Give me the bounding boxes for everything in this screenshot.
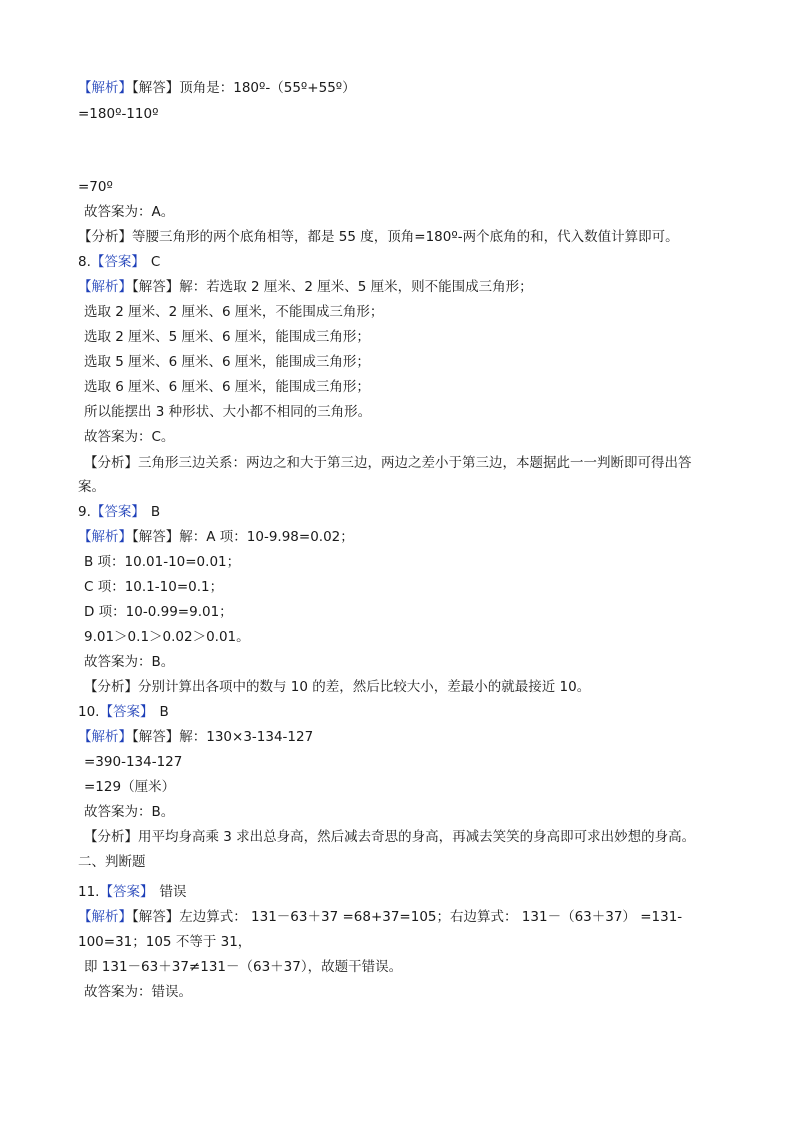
q8-answer-line xyxy=(78,252,160,272)
analysis-tag: 【 解析 】 xyxy=(78,529,132,545)
q8-step-3: 选取 2 厘米、5 厘米、6 厘米，能围成三角形； xyxy=(84,329,370,345)
q9-solution-text: 解：A 项：10-9.98=0.02； xyxy=(179,529,354,545)
q9-step-c: C 项：10.1-10=0.1； xyxy=(84,579,224,595)
q11-number: 11. xyxy=(78,884,100,900)
analysis-tag: 【 解析 】 xyxy=(78,80,132,96)
q11-step-3: 即 131－63＋37≠131－（63＋37），故题干错误。 xyxy=(84,959,403,975)
answer-tag: 【 答案 】 xyxy=(99,704,153,720)
fenxi-tag: 【 分析 】 xyxy=(78,229,132,245)
q8-solution-text: 解：若选取 2 厘米、2 厘米、5 厘米，则不能围成三角形； xyxy=(179,279,533,295)
q10-answer-value: B xyxy=(159,704,169,720)
q10-step-2: =129（厘米） xyxy=(84,779,176,795)
q8-fenxi-continued: 案。 xyxy=(78,479,105,495)
q10-number: 10. xyxy=(78,704,100,720)
q7-solution-text: 顶角是：180º-（55º+55º） xyxy=(179,80,356,96)
fenxi-tag: 【 分析 】 xyxy=(84,679,138,695)
q10-answer-line xyxy=(78,702,169,722)
q9-answer-line xyxy=(78,502,160,522)
answer-tag: 【 答案 】 xyxy=(99,884,153,900)
q7-step-2: =70º xyxy=(78,179,113,195)
analysis-tag: 【 解析 】 xyxy=(78,729,132,745)
solution-tag: 【 解答 】 xyxy=(132,80,179,96)
q11-solution-text: 左边算式： 131－63＋37 =68+37=105；右边算式： 131－（63＋37） =131- xyxy=(179,909,683,925)
q9-analysis-line xyxy=(78,527,354,547)
solution-tag: 【 解答 】 xyxy=(132,909,179,925)
q11-conclusion: 故答案为：错误。 xyxy=(84,984,192,1000)
solution-tag: 【 解答 】 xyxy=(132,529,179,545)
solution-tag: 【 解答 】 xyxy=(132,729,179,745)
q10-step-1: =390-134-127 xyxy=(84,754,183,770)
q11-answer-line xyxy=(78,882,186,902)
q8-step-4: 选取 5 厘米、6 厘米、6 厘米，能围成三角形； xyxy=(84,354,370,370)
q8-analysis-line xyxy=(78,277,533,297)
q8-fenxi-line xyxy=(84,453,692,473)
q7-fenxi-text: 等腰三角形的两个底角相等，都是 55 度，顶角=180º-两个底角的和，代入数值计算即可。 xyxy=(132,229,679,245)
solution-tag: 【 解答 】 xyxy=(132,279,179,295)
q8-number: 8. xyxy=(78,254,91,270)
q9-number: 9. xyxy=(78,504,91,520)
q8-conclusion: 故答案为：C。 xyxy=(84,429,175,445)
q9-comparison: 9.01＞0.1＞0.02＞0.01。 xyxy=(84,629,250,645)
q10-solution-text: 解：130×3-134-127 xyxy=(179,729,314,745)
q9-answer-value: B xyxy=(150,504,161,520)
q7-fenxi-line xyxy=(78,227,679,247)
q9-fenxi-text: 分别计算出各项中的数与 10 的差，然后比较大小，差最小的就最接近 10。 xyxy=(138,679,591,695)
section-heading: 二、判断题 xyxy=(78,854,146,870)
q9-step-d: D 项：10-0.99=9.01； xyxy=(84,604,233,620)
q8-answer-value: C xyxy=(150,254,161,270)
analysis-tag: 【 解析 】 xyxy=(78,909,132,925)
q10-fenxi-text: 用平均身高乘 3 求出总身高，然后减去奇思的身高，再减去笑笑的身高即可求出妙想的身高。 xyxy=(138,829,696,845)
q7-conclusion: 故答案为：A。 xyxy=(84,204,175,220)
q10-analysis-line xyxy=(78,727,313,747)
q9-conclusion: 故答案为：B。 xyxy=(84,654,175,670)
analysis-tag: 【 解析 】 xyxy=(78,279,132,295)
q9-step-b: B 项：10.01-10=0.01； xyxy=(84,554,241,570)
q8-step-2: 选取 2 厘米、2 厘米、6 厘米，不能围成三角形； xyxy=(84,304,384,320)
q11-step-2: 100=31；105 不等于 31， xyxy=(78,934,252,950)
answer-tag: 【 答案 】 xyxy=(91,504,145,520)
q8-fenxi-text: 三角形三边关系：两边之和大于第三边，两边之差小于第三边，本题据此一一判断即可得出答 xyxy=(138,455,692,471)
fenxi-tag: 【 分析 】 xyxy=(84,455,138,471)
q8-step-6: 所以能摆出 3 种形状、大小都不相同的三角形。 xyxy=(84,404,372,420)
q11-answer-value: 错误 xyxy=(159,884,187,900)
q10-fenxi-line xyxy=(84,827,695,847)
q7-step-1: =180º-110º xyxy=(78,106,159,122)
q11-analysis-line xyxy=(78,907,682,927)
q8-step-5: 选取 6 厘米、6 厘米、6 厘米，能围成三角形； xyxy=(84,379,370,395)
answer-tag: 【 答案 】 xyxy=(91,254,145,270)
q9-fenxi-line xyxy=(84,677,590,697)
q10-conclusion: 故答案为：B。 xyxy=(84,804,175,820)
q7-analysis-line xyxy=(78,78,356,98)
fenxi-tag: 【 分析 】 xyxy=(84,829,138,845)
